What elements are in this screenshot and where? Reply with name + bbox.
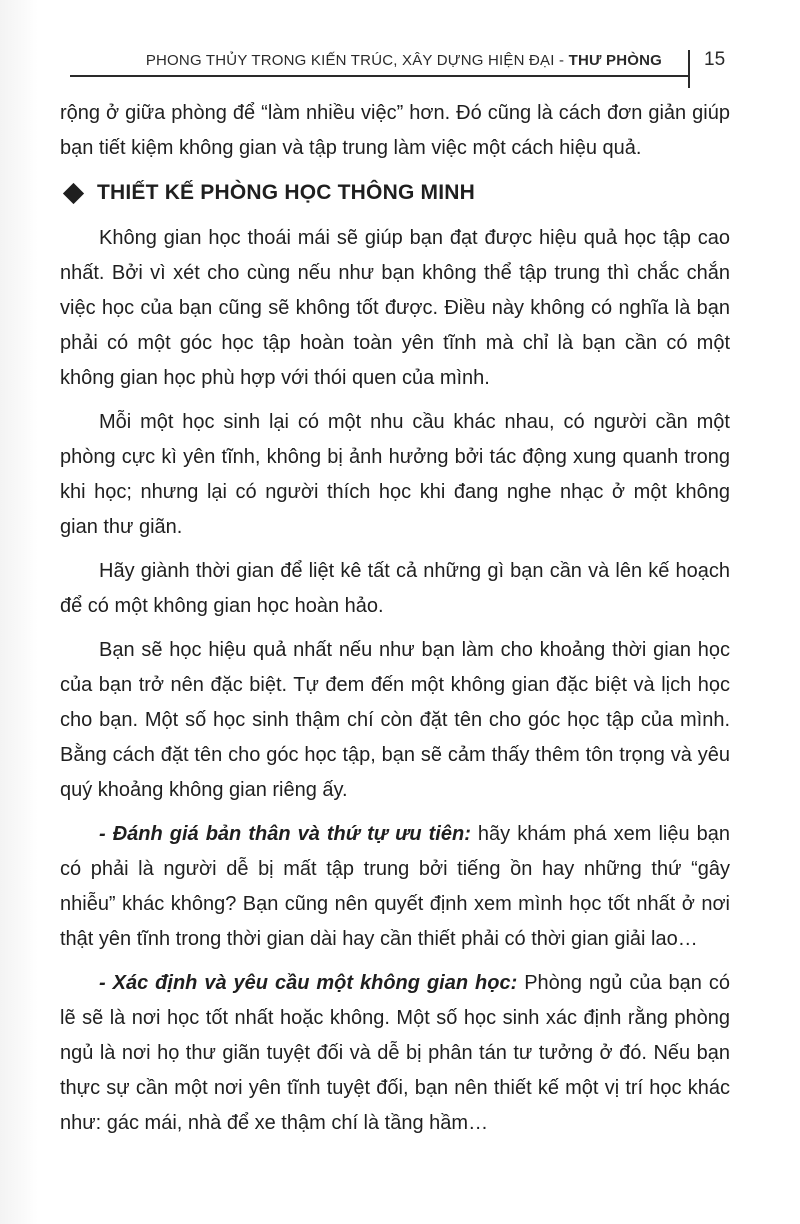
list-item-lead: - Đánh giá bản thân và thứ tự ưu tiên: [99, 823, 471, 845]
page-gutter-shadow [0, 0, 38, 1224]
running-head-text: PHONG THỦY TRONG KIẾN TRÚC, XÂY DỰNG HIỆN ĐẠI - [145, 52, 569, 69]
list-item [60, 817, 730, 957]
list-item-text: Phòng ngủ của bạn có lẽ sẽ là nơi học tốt nhất hoặc không. Một số học sinh xác định rằng phòng ngủ là nơi họ thư giãn tuyệt đối và dễ bị phân tán tư tưởng ở đó. Nếu bạn thực sự cần một nơi yên tĩnh tuyệt đối, bạn nên thiết kế một vị trí học khác như: gác mái, nhà để xe thậm chí là tầng hầm… [60, 972, 730, 1134]
running-head [146, 52, 662, 69]
body-paragraph: Mỗi một học sinh lại có một nhu cầu khác nhau, có người cần một phòng cực kì yên tĩnh, không bị ảnh hưởng bởi tác động xung quanh trong khi học; nhưng lại có người thích học khi đang nghe nhạc ở một không gian thư giãn. [60, 411, 730, 538]
intro-paragraph: rộng ở giữa phòng để “làm nhiều việc” hơn. Đó cũng là cách đơn giản giúp bạn tiết kiệm không gian và tập trung làm việc một cách hiệu quả. [60, 102, 730, 159]
header-divider [688, 50, 690, 88]
list-item-lead: - Xác định và yêu cầu một không gian học: [99, 972, 518, 994]
page-number: 15 [704, 49, 726, 70]
body-paragraph: Không gian học thoái mái sẽ giúp bạn đạt được hiệu quả học tập cao nhất. Bởi vì xét cho cùng nếu như bạn không thể tập trung thì chắc chắn việc học của bạn cũng sẽ không tốt được. Điều này không có nghĩa là bạn phải có một góc học tập hoàn toàn yên tĩnh mà chỉ là bạn cần có một không gian học phù hợp với thói quen của mình. [60, 227, 730, 389]
header-rule [70, 75, 688, 77]
diamond-bullet-icon [63, 182, 84, 203]
page-header [70, 44, 730, 84]
section-heading-text: THIẾT KẾ PHÒNG HỌC THÔNG MINH [97, 181, 475, 204]
list-item-text: hãy khám phá xem liệu bạn có phải là người dễ bị mất tập trung bởi tiếng ồn hay những thứ “gây nhiễu” khác không? Bạn cũng nên quyết định xem mình học tốt nhất ở nơi thật yên tĩnh trong thời gian dài hay cần thiết phải có thời gian giải lao… [60, 823, 731, 950]
body-paragraph: Bạn sẽ học hiệu quả nhất nếu như bạn làm cho khoảng thời gian học của bạn trở nên đặc biệt. Tự đem đến một không gian đặc biệt và lịch học cho bạn. Một số học sinh thậm chí còn đặt tên cho góc học tập của mình. Bằng cách đặt tên cho góc học tập, bạn sẽ cảm thấy thêm tôn trọng và yêu quý khoảng không gian riêng ấy. [60, 639, 730, 801]
list-item [60, 966, 730, 1141]
section-heading [60, 175, 730, 211]
body-paragraph: Hãy giành thời gian để liệt kê tất cả những gì bạn cần và lên kế hoạch để có một không gian học hoàn hảo. [60, 560, 730, 617]
page-body [60, 96, 730, 1150]
running-head-chapter: THƯ PHÒNG [568, 52, 662, 69]
